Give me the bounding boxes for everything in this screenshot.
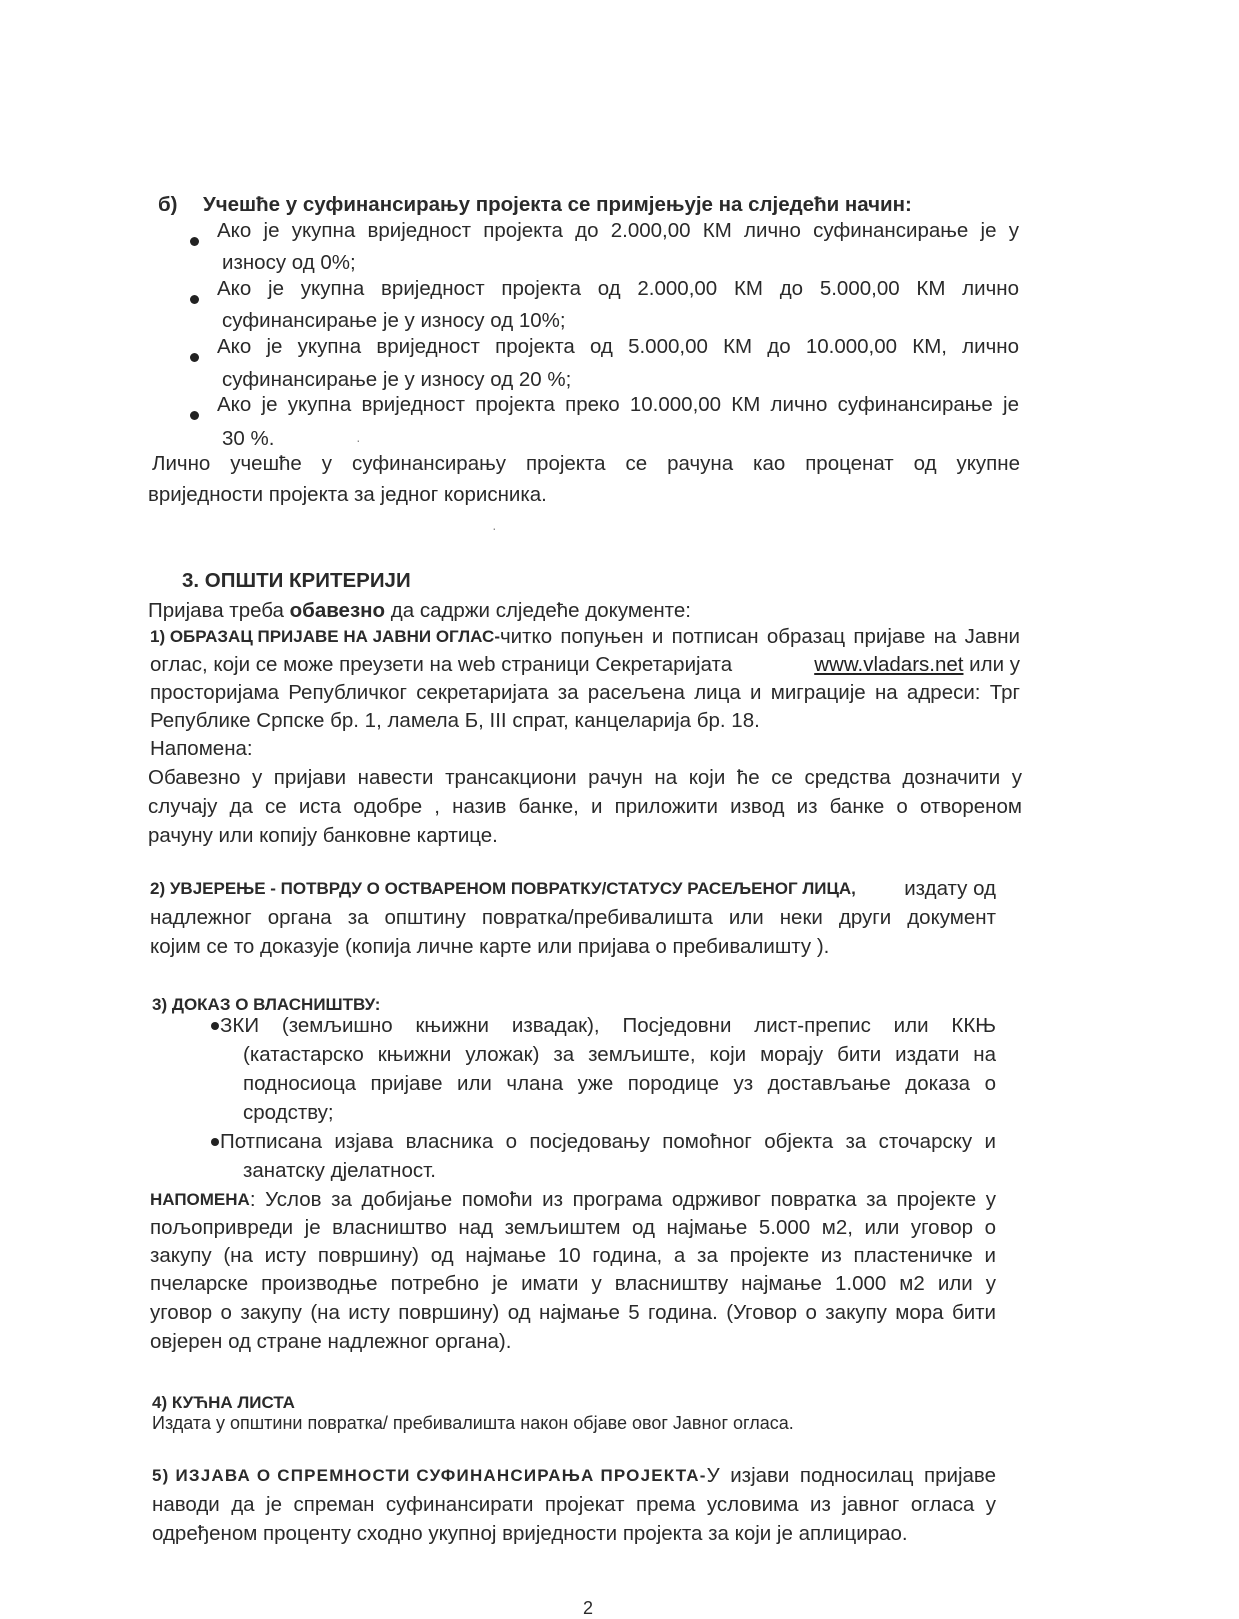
page-number: 2	[583, 1598, 594, 1618]
item-3-note-line-3: закупу (на исту површину) од најмање 10 година, а за пројекте из пластеничке и	[150, 1244, 996, 1267]
section-3-title: 3. ОПШТИ КРИТЕРИЈИ	[182, 569, 411, 592]
item-1-line-3: просторијама Републичког секретаријата за расељена лица и миграције на адреси: Трг	[150, 681, 1020, 704]
bullet-dot	[190, 237, 199, 246]
bullet-dot	[190, 295, 199, 304]
item-2-line-3: којим се то доказује (копија личне карте или пријава о пребивалишту ).	[150, 935, 830, 958]
bullet-2-line-1: Ако је укупна вриједност пројекта од 2.000,00 КМ до 5.000,00 КМ лично	[217, 277, 1019, 300]
bullet-4-line-2: 30 %.	[222, 427, 275, 450]
bullet-2-line-2: суфинансирање је у износу од 10%;	[222, 309, 566, 332]
bullet-1-line-2: износу од 0%;	[222, 251, 356, 274]
item-3-bullet-1-line-4: сродству;	[243, 1101, 334, 1124]
item-1-note-line-2: случају да се иста одобре , назив банке, и приложити извод из банке о отвореном	[148, 795, 1022, 818]
item-1-line-1	[150, 622, 1020, 652]
item-1-label: 1) ОБРАЗАЦ ПРИЈАВЕ НА ЈАВНИ ОГЛАС-	[150, 627, 500, 646]
item-2-label: 2) УВЈЕРЕЊЕ - ПОТВРДУ О ОСТВАРЕНОМ ПОВРАТКУ/СТАТУСУ РАСЕЉЕНОГ ЛИЦА,	[150, 879, 856, 898]
bullet-dot	[211, 1022, 219, 1030]
item-4-line-1: Издата у општини повратка/ пребивалишта након објаве овог Јавног огласа.	[152, 1413, 794, 1433]
intro-text: Пријава треба	[148, 599, 290, 622]
bullet-1-line-1: Ако је укупна вриједност пројекта до 2.000,00 КМ лично суфинансирање је у	[217, 219, 1019, 242]
bullet-dot	[211, 1138, 219, 1146]
item-3-note-line-1	[150, 1185, 996, 1215]
bullet-dot	[190, 411, 199, 420]
item-3-note-label: НАПОМЕНА	[150, 1190, 250, 1209]
intro-emphasis: обавезно	[289, 599, 386, 622]
item-2-line-1-text: издату од	[904, 877, 996, 900]
scan-speck: ·	[492, 520, 497, 536]
item-5-line-3: одређеном проценту сходно укупној вриједности пројекта за који је аплицирао.	[152, 1522, 908, 1545]
bullet-3-line-2: суфинансирање је у износу од 20 %;	[222, 368, 572, 391]
item-1-note-label: Напомена:	[150, 737, 253, 760]
section-b-note-line-1: Лично учешће у суфинансирању пројекта се рачуна као проценат од укупне	[152, 452, 1020, 475]
item-5-line-1-text: У изјави подносилац пријаве	[706, 1464, 996, 1487]
item-5-label: 5) ИЗЈАВА О СПРЕМНОСТИ СУФИНАНСИРАЊА ПРОЈЕКТА-	[152, 1466, 707, 1485]
item-3-note-line-6: овјерен од стране надлежног органа).	[150, 1330, 512, 1353]
item-3-bullet-1-line-1: ЗКИ (земљишно књижни извадак), Посједовни лист-препис или ККЊ	[220, 1014, 996, 1037]
item-2-line-1	[150, 874, 996, 904]
item-3-label: 3) ДОКАЗ О ВЛАСНИШТВУ:	[152, 995, 381, 1014]
item-5-line-1	[152, 1461, 996, 1491]
item-1-line-4: Републике Српске бр. 1, ламела Б, III спрат, канцеларија бр. 18.	[150, 709, 760, 732]
item-3-note-line-4: пчеларске производње потребно је имати у власништву најмање 1.000 м2 или у	[150, 1272, 996, 1295]
item-3-note-line-5: уговор о закупу (на исту површину) од најмање 5 година. (Уговор о закупу мора бити	[150, 1301, 996, 1324]
item-3-bullet-2-line-1: Потписана изјава власника о посједовању помоћног објекта за сточарску и	[220, 1130, 996, 1153]
item-3-bullet-1-line-3: подносиоца пријаве или члана уже породице уз достављање доказа о	[243, 1072, 996, 1095]
item-4-label: 4) КУЋНА ЛИСТА	[152, 1393, 295, 1412]
item-5-line-2: наводи да је спреман суфинансирати пројекат према условима из јавног огласа у	[152, 1493, 996, 1516]
item-1-note-line-1: Обавезно у пријави навести трансакциони рачун на који ће се средства дозначити у	[148, 766, 1022, 789]
item-3-note-line-2: пољопривреди је власништво над земљиштем од најмање 5.000 м2, или уговор о	[150, 1216, 996, 1239]
item-2-line-2: надлежног органа за општину повратка/пребивалишта или неки други документ	[150, 906, 996, 929]
item-1-line-1-text: читко попуњен и потписан образац пријаве на Јавни	[499, 625, 1020, 648]
bullet-dot	[190, 353, 199, 362]
item-1-note-line-3: рачуну или копију банковне картице.	[148, 824, 498, 847]
section-b-label: б)	[158, 193, 178, 216]
bullet-4-line-1: Ако је укупна вриједност пројекта преко 10.000,00 КМ лично суфинансирање је	[217, 393, 1019, 416]
scan-speck: ·	[356, 432, 361, 448]
item-3-bullet-2-line-2: занатску дјелатност.	[243, 1159, 436, 1182]
bullet-3-line-1: Ако је укупна вриједност пројекта од 5.000,00 КМ до 10.000,00 КМ, лично	[217, 335, 1019, 358]
item-1-line-2-text: оглас, који се може преузети на web страници Секретаријата	[150, 653, 733, 676]
intro-text-end: да садржи слједеће документе:	[385, 599, 691, 622]
section-b-note-line-2: вриједности пројекта за једног корисника.	[148, 483, 547, 506]
item-3-bullet-1-line-2: (катастарско књижни уложак) за земљиште, који морају бити издати на	[243, 1043, 996, 1066]
item-1-line-2	[150, 650, 1020, 680]
section-b-heading: Учешће у суфинансирању пројекта се примјењује на слједећи начин:	[203, 193, 912, 216]
vladars-link[interactable]: www.vladars.net	[814, 653, 964, 676]
item-3-note-line-1-text: : Услов за добијање помоћи из програма одрживог повратка за пројекте у	[249, 1188, 996, 1211]
item-1-line-2-end: или у	[963, 653, 1020, 676]
